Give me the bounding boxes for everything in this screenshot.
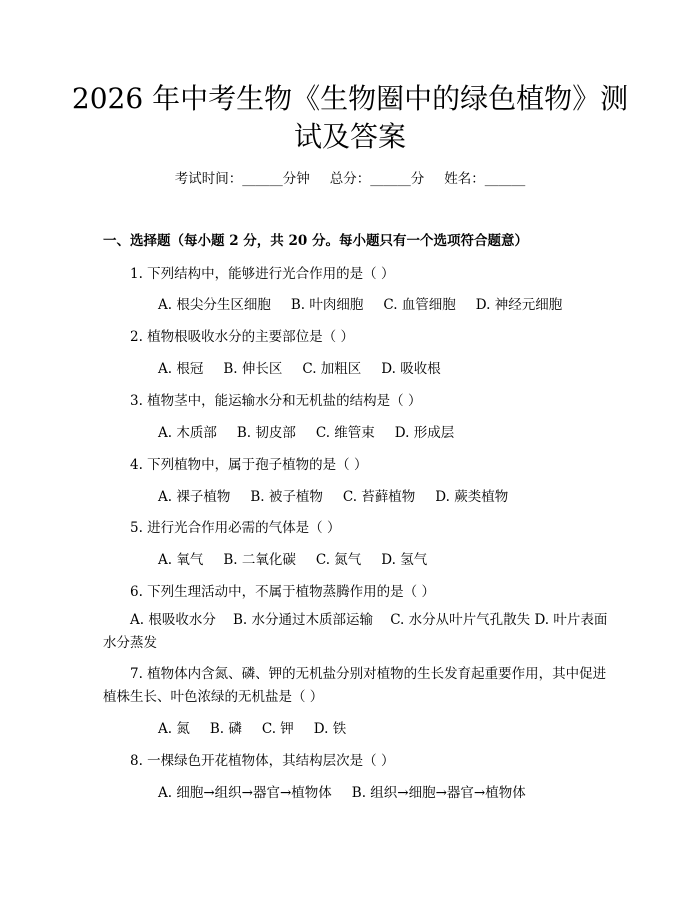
option: A. 细胞→组织→器官→植物体: [158, 785, 332, 801]
question-stem: 7. 植物体内含氮、磷、钾的无机盐分别对植物的生长发育起重要作用，其中促进植株生长、叶色浓绿的无机盐是（ ）: [103, 666, 607, 705]
option: A. 氮: [158, 721, 190, 737]
question-options: [158, 781, 546, 801]
question-options: [158, 293, 582, 313]
option: D. 吸收根: [381, 361, 441, 377]
student-name: 姓名：______: [444, 171, 526, 187]
question-stem: 2. 植物根吸收水分的主要部位是（ ）: [130, 329, 354, 345]
exam-time: 考试时间：______分钟: [174, 171, 310, 187]
option: B. 组织→细胞→器官→植物体: [351, 785, 526, 801]
question-stem: 8. 一棵绿色开花植物体，其结构层次是（ ）: [130, 753, 395, 769]
option: D. 神经元细胞: [475, 297, 563, 313]
option: A. 裸子植物: [158, 489, 231, 505]
question-stem: 1. 下列结构中，能够进行光合作用的是（ ）: [130, 266, 395, 282]
option: B. 被子植物: [250, 489, 323, 505]
option: B. 二氧化碳: [223, 552, 296, 568]
option: B. 叶肉细胞: [290, 297, 364, 313]
title-line-2: 试及答案: [293, 120, 406, 153]
question-stem: 5. 进行光合作用必需的气体是（ ）: [130, 520, 341, 536]
option: B. 磷: [209, 721, 242, 737]
exam-meta: [0, 167, 700, 187]
option: C. 苔藓植物: [342, 489, 416, 505]
question-stem: 6. 下列生理活动中，不属于植物蒸腾作用的是（ ）: [130, 584, 435, 600]
question-options: [158, 548, 447, 568]
total-score: 总分：______分: [329, 171, 425, 187]
option: D. 氢气: [381, 552, 428, 568]
option: A. 氧气: [158, 552, 204, 568]
option: C. 血管细胞: [383, 297, 456, 313]
option: C. 水分从叶片气孔散失: [390, 612, 531, 628]
option: C. 氮气: [315, 552, 362, 568]
question-stem: 3. 植物茎中，能运输水分和无机盐的结构是（ ）: [130, 393, 422, 409]
section-heading: 一、选择题（每小题 2 分，共 20 分。每小题只有一个选项符合题意）: [103, 233, 528, 249]
option: A. 木质部: [158, 425, 217, 441]
option: D. 蕨类植物: [435, 489, 509, 505]
question-options: [158, 485, 528, 505]
option: B. 伸长区: [223, 361, 283, 377]
option: C. 钾: [261, 721, 294, 737]
option: D. 形成层: [394, 425, 455, 441]
option: B. 水分通过木质部运输: [233, 612, 374, 628]
question-options: [158, 421, 474, 441]
title-line-1: 2026 年中考生物《生物圈中的绿色植物》测: [71, 82, 629, 115]
option: C. 维管束: [315, 425, 375, 441]
option: B. 韧皮部: [236, 425, 296, 441]
question-options: [103, 609, 613, 655]
option: C. 加粗区: [302, 361, 362, 377]
option: A. 根冠: [158, 361, 204, 377]
document-title: [0, 80, 700, 156]
option: D. 叶片表面水分蒸发: [103, 612, 608, 651]
question-options: [158, 717, 366, 737]
question-options: [158, 357, 461, 377]
option: A. 根尖分生区细胞: [158, 297, 271, 313]
question-stem: 4. 下列植物中，属于孢子植物的是（ ）: [130, 457, 368, 473]
option: D. 铁: [313, 721, 347, 737]
option: A. 根吸收水分: [130, 612, 216, 628]
